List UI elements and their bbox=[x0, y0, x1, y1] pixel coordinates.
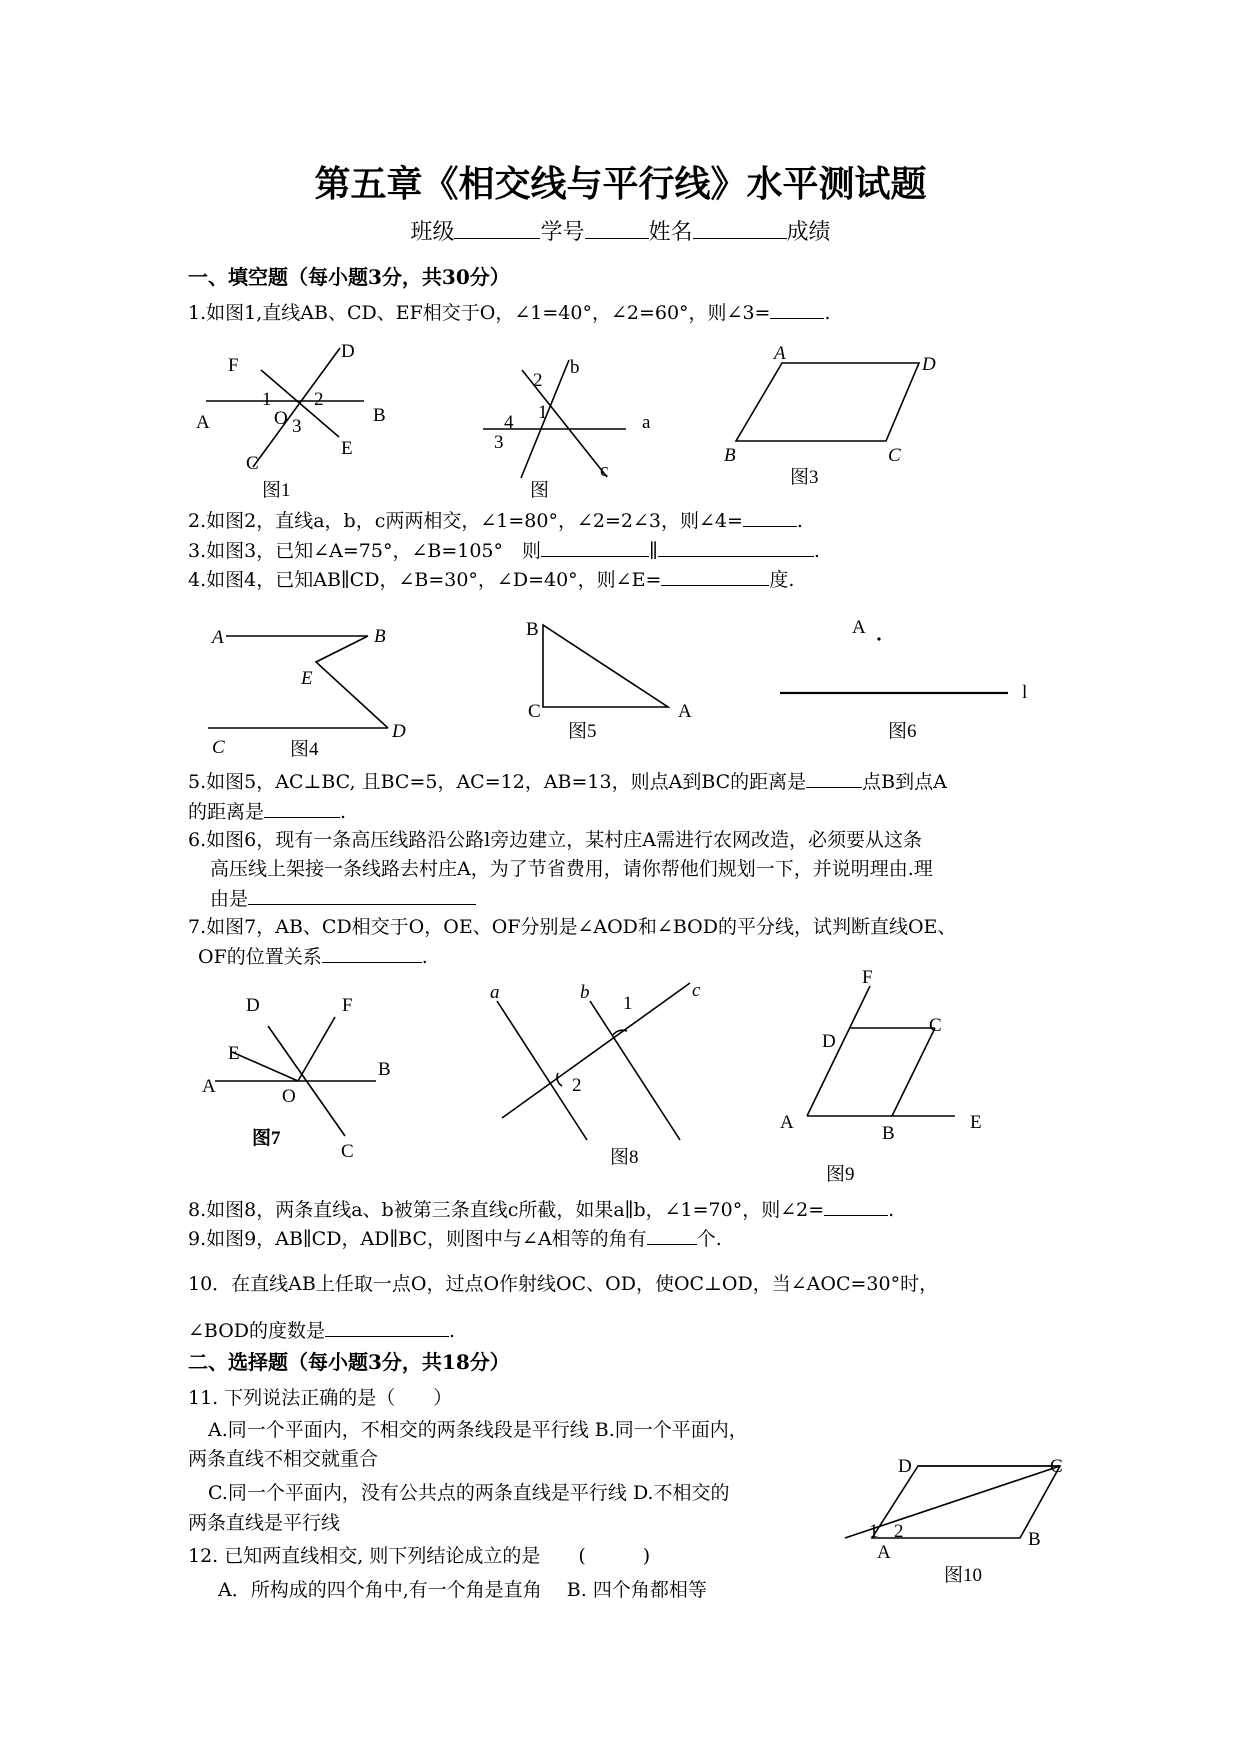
fig7-label: O bbox=[282, 1086, 296, 1107]
fig10-label: D bbox=[898, 1456, 912, 1477]
fig1-label: E bbox=[341, 438, 353, 459]
question-11-stem: 11. 下列说法正确的是（ ） bbox=[188, 1387, 453, 1409]
fig5-caption: 图5 bbox=[568, 721, 597, 742]
fig1-label: 1 bbox=[262, 389, 272, 410]
class-label: 班级 bbox=[410, 220, 455, 245]
fig4-caption: 图4 bbox=[290, 739, 319, 760]
figure-8 bbox=[490, 980, 701, 1168]
section1-heading: 一、填空题（每小题3分，共30分） bbox=[188, 265, 510, 289]
fig1-label: 3 bbox=[292, 416, 302, 437]
fig3-label: C bbox=[888, 445, 901, 466]
fig2-label: 2 bbox=[533, 370, 543, 391]
fig6-label: A bbox=[852, 617, 866, 638]
figure-2 bbox=[483, 357, 651, 501]
fig2-label: a bbox=[642, 412, 651, 433]
q9-text: 9.如图9，AB∥CD，AD∥BC，则图中与∠A相等的角有 bbox=[188, 1228, 647, 1250]
q2-text: 2.如图2，直线a，b，c两两相交，∠1=80°，∠2=2∠3，则∠4= bbox=[188, 510, 743, 532]
fig1-label: F bbox=[228, 355, 239, 376]
q4-text: 4.如图4，已知AB∥CD，∠B=30°，∠D=40°，则∠E= bbox=[188, 569, 662, 591]
q4-end: 度. bbox=[769, 569, 795, 591]
fig8-caption: 图8 bbox=[610, 1147, 639, 1168]
figure-7 bbox=[202, 995, 391, 1162]
fig1-caption: 图1 bbox=[262, 480, 291, 501]
fig10-label: B bbox=[1028, 1529, 1041, 1550]
fig9-label: F bbox=[862, 967, 873, 988]
fig10-label: A bbox=[877, 1542, 891, 1563]
q5-end: . bbox=[340, 801, 347, 823]
fig10-caption: 图10 bbox=[944, 1565, 983, 1586]
section2-heading: 二、选择题（每小题3分，共18分） bbox=[188, 1350, 510, 1374]
q7-end: . bbox=[421, 946, 428, 968]
fig4-label: E bbox=[301, 668, 313, 689]
q8-text: 8.如图8，两条直线a、b被第三条直线c所截，如果a∥b，∠1=70°，则∠2= bbox=[188, 1199, 825, 1221]
question-12-stem: 12. 已知两直线相交, 则下列结论成立的是 ( ) bbox=[188, 1545, 651, 1567]
q5-text-1: 5.如图5，AC⊥BC, 且BC=5，AC=12，AB=13，则点A到BC的距离是 bbox=[188, 771, 807, 793]
question-11-line1: A.同一个平面内，不相交的两条线段是平行线 B.同一个平面内， bbox=[208, 1419, 748, 1441]
fig9-label: A bbox=[780, 1112, 794, 1133]
fig8-label: 1 bbox=[623, 993, 633, 1014]
q3-text: 3.如图3，已知∠A=75°，∠B=105° 则 bbox=[188, 540, 542, 562]
question-11-line2: 两条直线不相交就重合 bbox=[188, 1448, 379, 1470]
q10-end: . bbox=[449, 1320, 456, 1342]
fig4-label: B bbox=[374, 626, 386, 647]
fig8-label: a bbox=[490, 982, 500, 1003]
fig1-label: A bbox=[196, 412, 210, 433]
q6-text-3: 由是 bbox=[210, 888, 249, 910]
figure-9 bbox=[780, 967, 982, 1185]
fig7-label: A bbox=[202, 1076, 216, 1097]
name-label: 姓名 bbox=[648, 220, 693, 245]
fig7-label: D bbox=[246, 995, 260, 1016]
figure-5 bbox=[526, 619, 692, 742]
question-7-line1: 7.如图7，AB、CD相交于O，OE、OF分别是∠AOD和∠BOD的平分线，试判断直线OE、 bbox=[188, 916, 957, 938]
q7-text-2: OF的位置关系 bbox=[198, 946, 322, 968]
fig10-label: 1 bbox=[869, 1521, 879, 1542]
fig6-caption: 图6 bbox=[888, 721, 917, 742]
fig5-label: A bbox=[678, 701, 692, 722]
fig2-label: 1 bbox=[538, 402, 548, 423]
q3-parallel: ∥ bbox=[649, 540, 658, 562]
figure-6 bbox=[780, 617, 1027, 742]
fig3-label: A bbox=[774, 343, 786, 364]
q5-text-2: 的距离是 bbox=[188, 801, 265, 823]
fig4-label: D bbox=[392, 721, 406, 742]
fig7-caption: 图7 bbox=[252, 1128, 281, 1149]
fig2-label: 3 bbox=[494, 432, 504, 453]
question-6-line1: 6.如图6，现有一条高压线路沿公路l旁边建立，某村庄A需进行农网改造，必须要从这条 bbox=[188, 829, 923, 851]
fig2-label: 4 bbox=[504, 412, 514, 433]
fig7-label: B bbox=[378, 1059, 391, 1080]
fig8-label: 2 bbox=[572, 1075, 582, 1096]
fig1-label: B bbox=[373, 405, 386, 426]
fig10-label: C bbox=[1050, 1456, 1063, 1477]
fig7-label: C bbox=[341, 1141, 354, 1162]
question-6-line2: 高压线上架接一条线路去村庄A，为了节省费用，请你帮他们规划一下，并说明理由.理 bbox=[210, 858, 933, 880]
fig8-label: b bbox=[580, 982, 590, 1003]
fig9-label: B bbox=[882, 1123, 895, 1144]
fig7-label: E bbox=[228, 1043, 240, 1064]
score-label: 成绩 bbox=[786, 220, 831, 245]
fig8-label: c bbox=[692, 980, 701, 1001]
fig3-caption: 图3 bbox=[790, 467, 819, 488]
fig3-label: D bbox=[922, 354, 936, 375]
page-title: 第五章《相交线与平行线》水平测试题 bbox=[314, 163, 927, 205]
fig10-label: 2 bbox=[894, 1521, 904, 1542]
fig1-label: C bbox=[246, 453, 259, 474]
fig9-label: C bbox=[929, 1015, 942, 1036]
fig7-label: F bbox=[342, 995, 353, 1016]
fig1-label: O bbox=[274, 408, 288, 429]
fig2-label: b bbox=[570, 357, 580, 378]
fig1-label: 2 bbox=[314, 389, 324, 410]
fig5-label: B bbox=[526, 619, 539, 640]
fig2-label: c bbox=[600, 460, 609, 481]
fig9-label: E bbox=[970, 1112, 982, 1133]
q10-text-2: ∠BOD的度数是 bbox=[188, 1320, 326, 1342]
q1-text: 1.如图1,直线AB、CD、EF相交于O，∠1=40°，∠2=60°，则∠3= bbox=[188, 302, 771, 324]
question-11-line3: C.同一个平面内，没有公共点的两条直线是平行线 D.不相交的 bbox=[208, 1482, 730, 1504]
figure-1 bbox=[196, 341, 386, 501]
question-10-line1: 10．在直线AB上任取一点O，过点O作射线OC、OD，使OC⊥OD，当∠AOC=30°时， bbox=[188, 1273, 939, 1295]
fig9-caption: 图9 bbox=[826, 1164, 855, 1185]
fig4-label: A bbox=[212, 627, 224, 648]
q3-end: . bbox=[813, 540, 820, 562]
figure-4 bbox=[208, 626, 406, 760]
q8-end: . bbox=[888, 1199, 895, 1221]
q9-end: 个. bbox=[696, 1228, 722, 1250]
q2-end: . bbox=[796, 510, 803, 532]
fig9-label: D bbox=[822, 1031, 836, 1052]
figure-10 bbox=[845, 1456, 1063, 1586]
question-12-options: A．所构成的四个角中,有一个角是直角 B. 四个角都相等 bbox=[218, 1579, 707, 1601]
fig4-label: C bbox=[212, 737, 225, 758]
fig5-label: C bbox=[528, 701, 541, 722]
id-label: 学号 bbox=[540, 220, 585, 245]
fig6-label: l bbox=[1022, 682, 1028, 703]
q5-text-1b: 点B到点A bbox=[862, 771, 947, 793]
fig2-caption: 图 bbox=[530, 480, 550, 501]
q1-end: . bbox=[824, 302, 831, 324]
fig3-label: B bbox=[724, 445, 736, 466]
fig1-label: D bbox=[341, 341, 355, 362]
figure-3 bbox=[724, 343, 936, 488]
question-11-line4: 两条直线是平行线 bbox=[188, 1512, 341, 1534]
